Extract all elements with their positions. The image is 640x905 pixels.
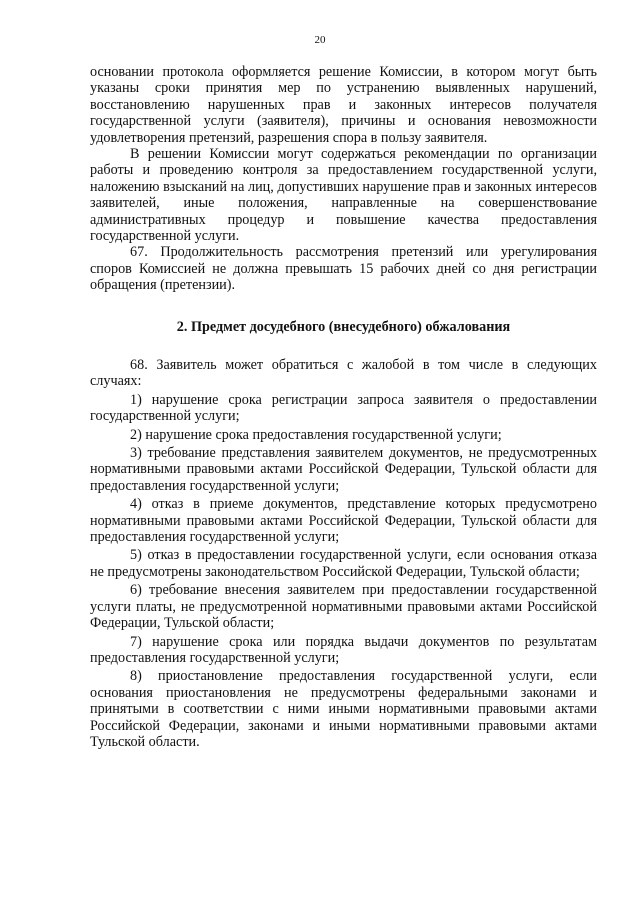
list-item: 3) требование представления заявителем документов, не предусмотренных нормативными правовыми актами Российской Федерации, Тульской области для предоставления государственной услуги;	[90, 445, 597, 494]
section-heading: 2. Предмет досудебного (внесудебного) обжалования	[176, 319, 511, 335]
list-item: 8) приостановление предоставления государственной услуги, если основания приостановления не предусмотрены федеральными законами и принятыми в соответствии с ними иными нормативными правовыми актами Российской Федерации, законами и иными нормативными правовыми актами Тульской области.	[90, 668, 597, 750]
list-item: 6) требование внесения заявителем при предоставлении государственной услуги платы, не предусмотренной нормативными правовыми актами Российской Федерации, Тульской области;	[90, 582, 597, 632]
complaint-cases-block	[90, 357, 597, 750]
list-item: 2) нарушение срока предоставления государственной услуги;	[130, 426, 502, 443]
paragraph-continuation: основании протокола оформляется решение Комиссии, в котором могут быть указаны сроки принятия мер по устранению выявленных нарушений, восстановлению нарушенных прав и законных интересов получателя государственной услуги (заявителя), причины и основания невозможности удовлетворения претензий, разрешения спора в пользу заявителя.	[90, 64, 597, 146]
page-number: 20	[314, 34, 326, 46]
paragraph-68-intro: 68. Заявитель может обратиться с жалобой в том числе в следующих случаях:	[90, 357, 597, 390]
list-item: 7) нарушение срока или порядка выдачи документов по результатам предоставления государственной услуги;	[90, 633, 597, 666]
paragraph-commission-recommendations: В решении Комиссии могут содержаться рекомендации по организации работы и проведению контроля за предоставлением государственной услуги, наложению взысканий на лиц, допустивших нарушение прав и законных интересов заявителей, иные положения, направленные на совершенствование административных процедур и повышение качества предоставления государственной услуги.	[90, 146, 597, 245]
list-item: 1) нарушение срока регистрации запроса заявителя о предоставлении государственной услуги;	[90, 391, 597, 425]
top-text-block	[90, 64, 597, 294]
paragraph-67: 67. Продолжительность рассмотрения претензий или урегулирования споров Комиссией не должна превышать 15 рабочих дней со дня регистрации обращения (претензии).	[90, 244, 597, 294]
list-item: 5) отказ в предоставлении государственной услуги, если основания отказа не предусмотрены законодательством Российской Федерации, Тульской области;	[90, 547, 597, 580]
list-item: 4) отказ в приеме документов, представление которых предусмотрено нормативными правовыми актами Российской Федерации, Тульской области для предоставления государственной услуги;	[90, 496, 597, 546]
